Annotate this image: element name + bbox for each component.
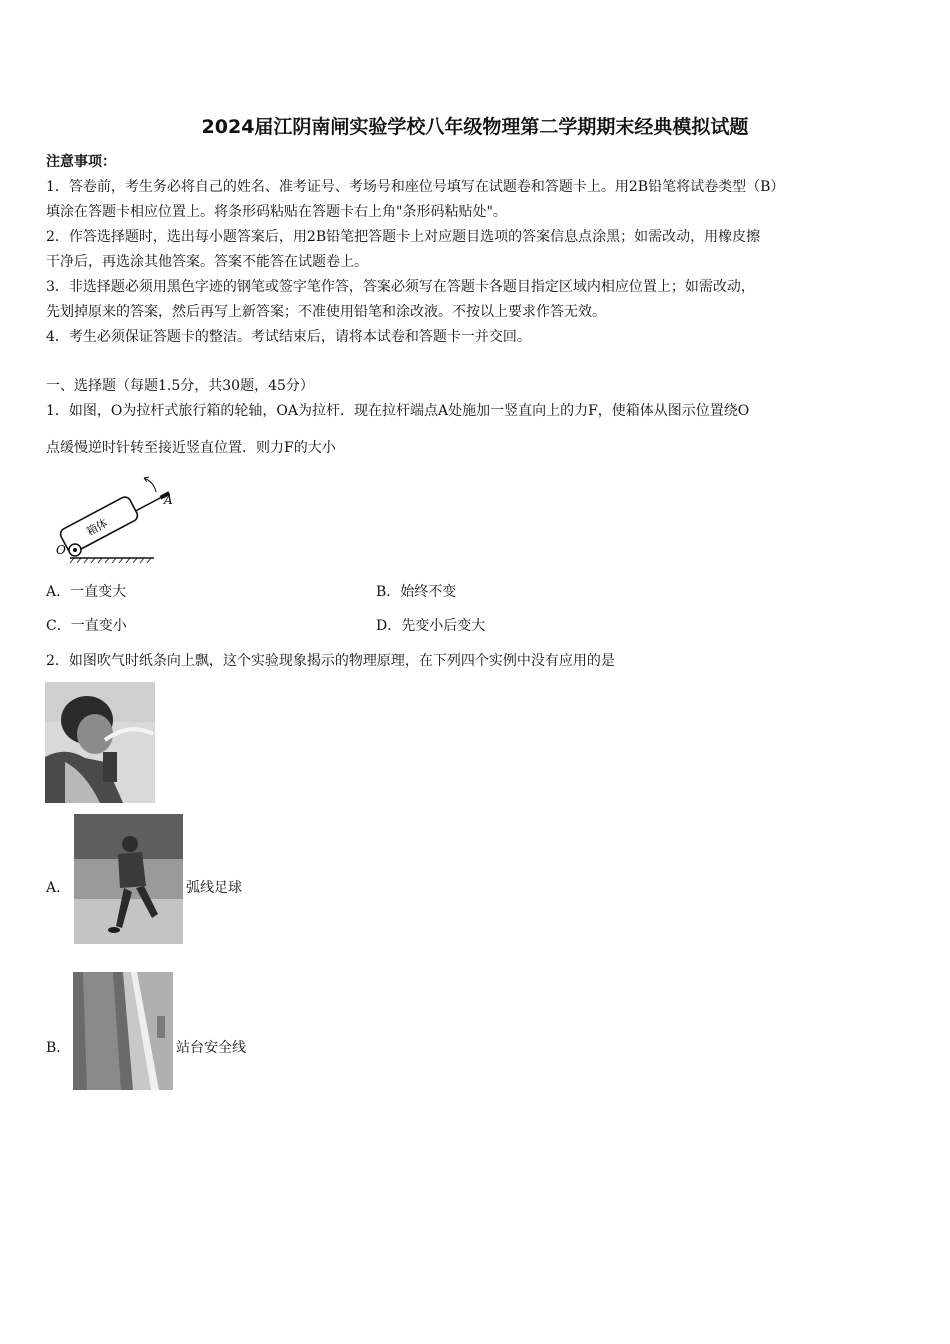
notice-line-2: 填涂在答题卡相应位置上。将条形码粘贴在答题卡右上角"条形码粘贴处"。 xyxy=(46,204,507,220)
q1-option-b[interactable]: B．始终不变 xyxy=(376,584,457,600)
notice-line-1: 1．答卷前，考生务必将自己的姓名、准考证号、考场号和座位号填写在试题卷和答题卡上。用2B铅笔将试卷类型（B） xyxy=(46,179,785,195)
notice-line-4: 干净后，再选涂其他答案。答案不能答在试题卷上。 xyxy=(46,254,368,270)
notice-line-5: 3．非选择题必须用黑色字迹的钢笔或签字笔作答，答案必须写在答题卡各题目指定区域内相应位置上；如需改动， xyxy=(46,279,755,295)
notice-line-6: 先划掉原来的答案，然后再写上新答案；不准使用铅笔和涂改液。不按以上要求作答无效。 xyxy=(46,304,606,320)
q2-option-a-letter[interactable]: A． xyxy=(46,880,71,896)
q1-option-c[interactable]: C．一直变小 xyxy=(46,618,127,634)
blowing-paper-photo xyxy=(45,682,155,803)
luggage-figure xyxy=(46,474,176,564)
q2-option-a-text[interactable]: 弧线足球 xyxy=(186,880,242,896)
q1-option-a[interactable]: A．一直变大 xyxy=(46,584,127,600)
point-o-label: O xyxy=(56,543,66,557)
notice-heading: 注意事项： xyxy=(46,154,116,170)
platform-photo xyxy=(73,972,173,1090)
notice-line-7: 4．考生必须保证答题卡的整洁。考试结束后，请将本试卷和答题卡一并交回。 xyxy=(46,329,531,345)
section-heading: 一、选择题（每题1.5分，共30题，45分） xyxy=(46,378,314,394)
point-a-label: A xyxy=(164,493,173,507)
axle-dot xyxy=(73,548,77,552)
box-label: 箱体 xyxy=(84,516,110,539)
notice-line-3: 2．作答选择题时，选出每小题答案后，用2B铅笔把答题卡上对应题目选项的答案信息点涂黑；如需改动，用橡皮擦 xyxy=(46,229,761,245)
football-photo xyxy=(74,814,183,944)
question-1-line-2: 点缓慢逆时针转至接近竖直位置．则力F的大小 xyxy=(46,440,336,456)
pull-rod xyxy=(136,498,161,511)
q2-option-b-letter[interactable]: B． xyxy=(46,1040,71,1056)
q2-option-b-text[interactable]: 站台安全线 xyxy=(176,1040,246,1056)
q1-option-d[interactable]: D．先变小后变大 xyxy=(376,618,486,634)
question-2-line-1: 2．如图吹气时纸条向上飘，这个实验现象揭示的物理原理，在下列四个实例中没有应用的是 xyxy=(46,653,615,669)
question-1-line-1: 1．如图，O为拉杆式旅行箱的轮轴，OA为拉杆．现在拉杆端点A处施加一竖直向上的力F，使箱体从图示位置绕O xyxy=(46,403,750,419)
page-title: 2024届江阴南闸实验学校八年级物理第二学期期末经典模拟试题 xyxy=(201,116,749,138)
